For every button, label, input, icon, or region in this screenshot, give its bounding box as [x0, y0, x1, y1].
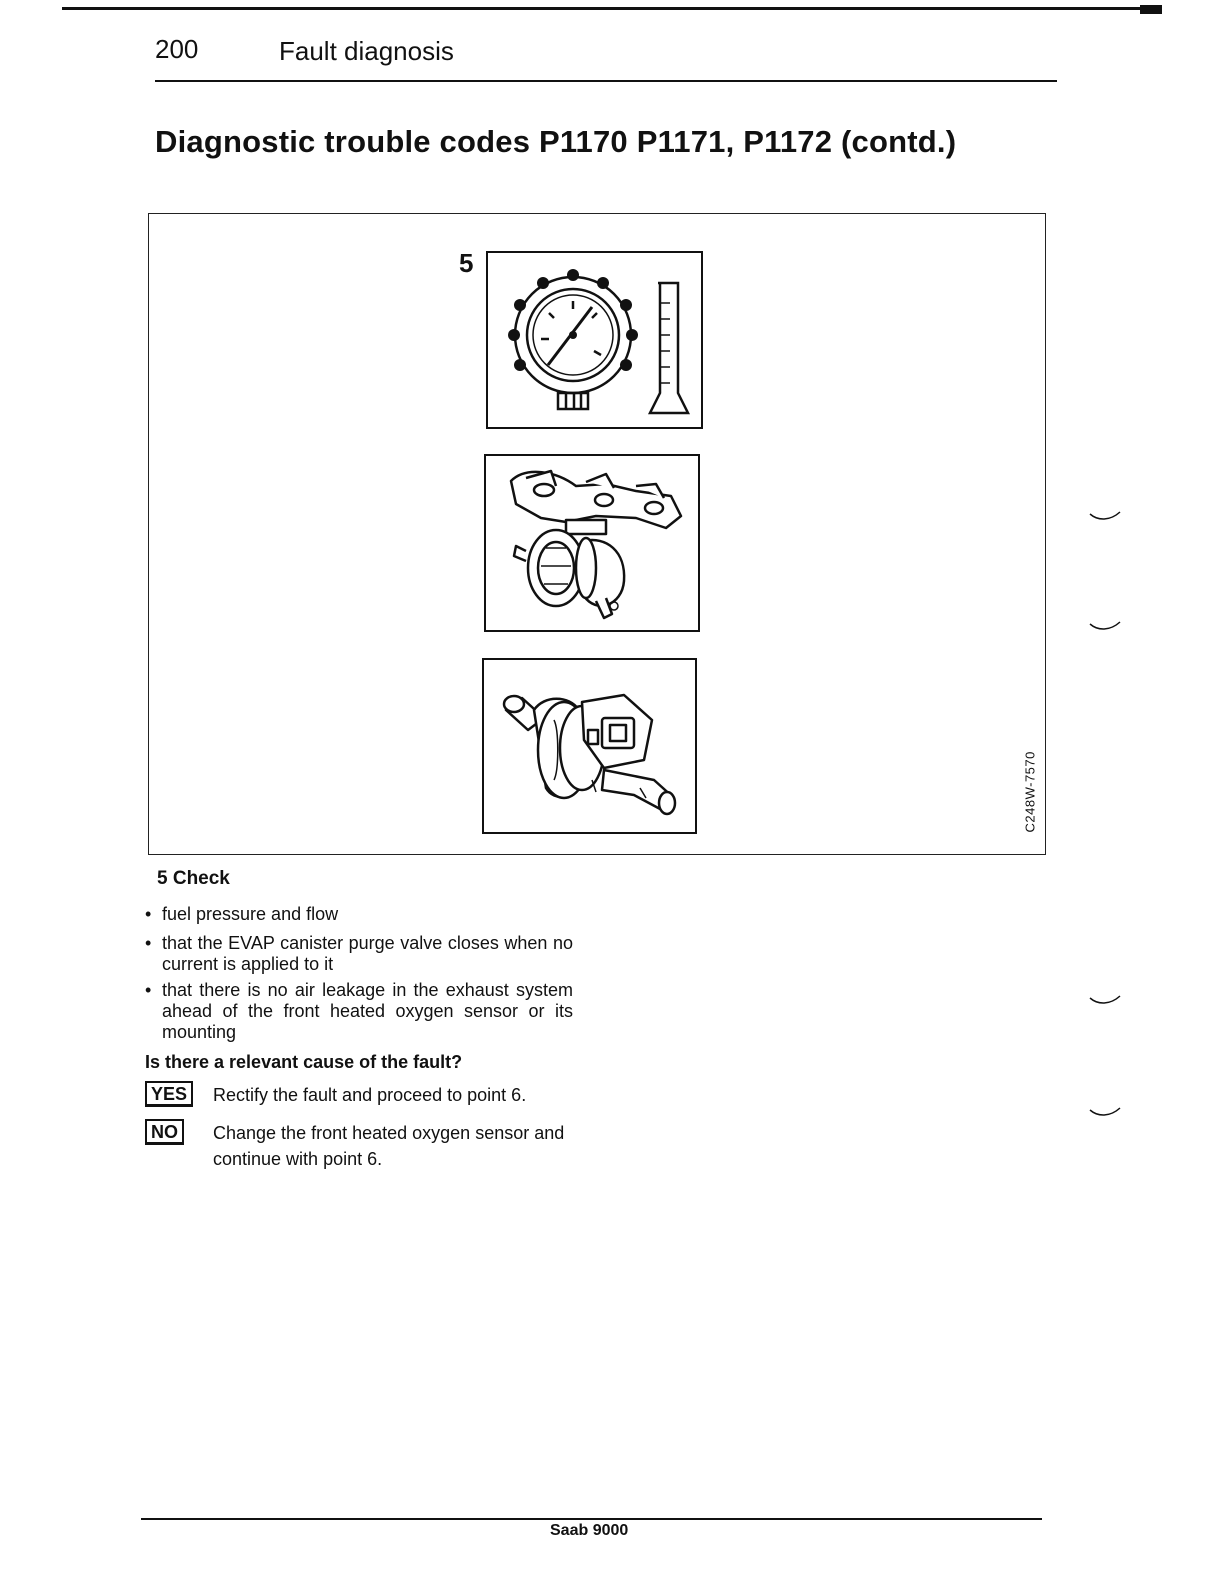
top-page-rule-tab: [1140, 5, 1162, 14]
no-badge: NO: [145, 1119, 184, 1145]
margin-arc-mark: [1088, 1102, 1122, 1118]
check-item-text: that there is no air leakage in the exhaust system ahead of the front heated oxygen sensor or its mounting: [162, 980, 573, 1042]
margin-arc-mark: [1088, 616, 1122, 632]
section-name: Fault diagnosis: [279, 36, 454, 66]
figure-number: 5: [459, 248, 474, 278]
check-item: [145, 904, 573, 925]
margin-arc-mark: [1088, 506, 1122, 522]
bullet-dot: •: [145, 904, 152, 924]
yes-answer-text: Rectify the fault and proceed to point 6.: [213, 1085, 527, 1105]
bullet-dot: •: [145, 933, 152, 953]
figure-code: C248W-7570: [1022, 751, 1038, 833]
pressure-gauge-panel: [486, 251, 703, 429]
exhaust-manifold-panel: [484, 454, 700, 632]
footer-rule: [141, 1518, 1042, 1520]
check-item: [145, 980, 573, 1043]
top-page-rule: [62, 7, 1162, 10]
evap-purge-valve-icon: [484, 660, 695, 832]
bullet-dot: •: [145, 980, 152, 1000]
step-heading: 5 Check: [157, 868, 230, 889]
page-title: Diagnostic trouble codes P1170 P1171, P1172 (contd.): [155, 124, 957, 159]
exhaust-manifold-icon: [486, 456, 698, 630]
margin-arc-mark: [1088, 990, 1122, 1006]
footer-model: Saab 9000: [550, 1522, 629, 1539]
check-item-text: that the EVAP canister purge valve closes when no current is applied to it: [162, 933, 573, 974]
evap-valve-panel: [482, 658, 697, 834]
check-item: [145, 933, 573, 975]
no-answer-text: Change the front heated oxygen sensor and continue with point 6.: [213, 1123, 565, 1169]
pressure-gauge-icon: [488, 253, 701, 427]
check-item-text: fuel pressure and flow: [162, 904, 339, 924]
header-rule: [155, 80, 1057, 82]
page-number: 200: [155, 34, 199, 64]
diagnostic-question: Is there a relevant cause of the fault?: [145, 1052, 463, 1072]
yes-badge: YES: [145, 1081, 193, 1107]
